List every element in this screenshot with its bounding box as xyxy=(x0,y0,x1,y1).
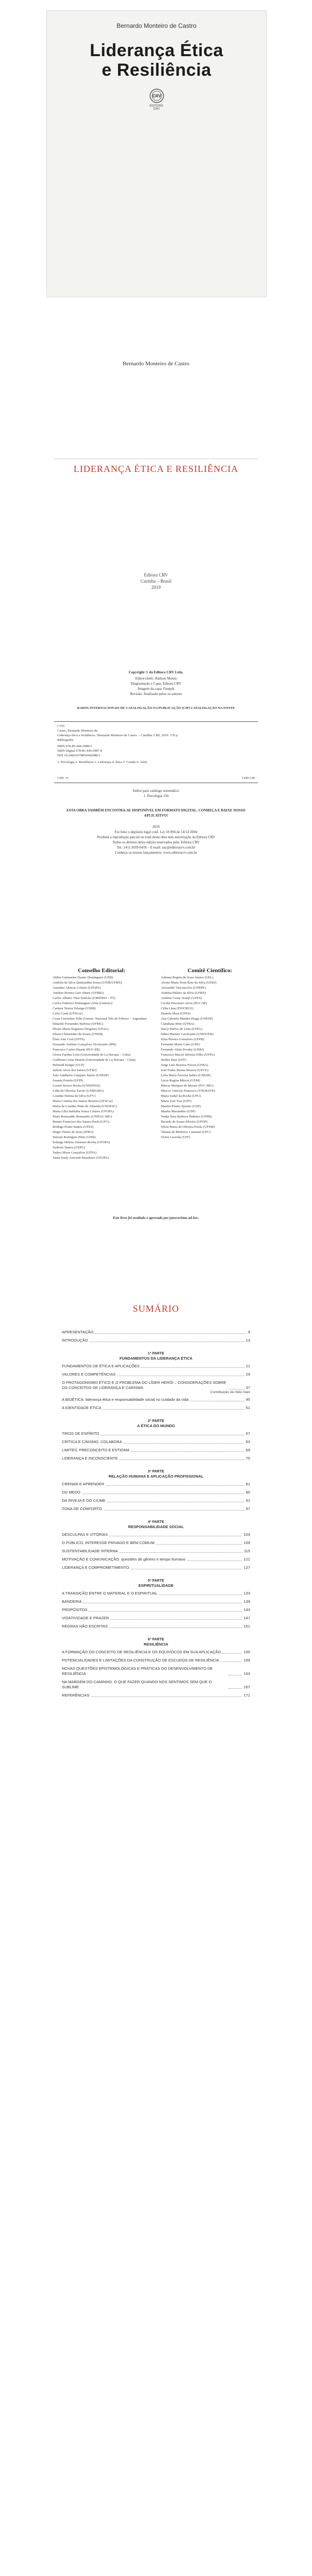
isbn-digital: ISBN Digital 978-85-444-2987-8 xyxy=(57,749,103,753)
toc-entry[interactable] xyxy=(62,1405,250,1411)
toc-entry-row xyxy=(62,1666,250,1676)
toc-entry-page: 151 xyxy=(243,1624,250,1629)
toc-entry-page: 115 xyxy=(244,1549,250,1553)
cover-title xyxy=(47,41,266,80)
toc-entry-row xyxy=(62,1490,250,1495)
toc-entry-page: 103 xyxy=(243,1532,250,1537)
half-title-page xyxy=(46,361,266,381)
council-member: Fernanda Maria Caíto (USP) xyxy=(161,1043,200,1046)
toc-leader-dots xyxy=(141,1367,244,1368)
toc-entry-page: 45 xyxy=(245,1397,250,1402)
cip-entry-author: Castro, Bernardo Monteiro de. xyxy=(57,729,98,733)
staff-line: Editor-chefe: Railson Moura xyxy=(135,676,177,681)
council-member: Renato Francisco dos Santos Paula (UFG) xyxy=(53,1120,109,1124)
toc-entry-row xyxy=(62,1439,250,1445)
toc-entry-page: 171 xyxy=(243,1693,250,1698)
cover-title-line-2: e Resiliência xyxy=(102,60,211,80)
council-member: Simone Rodrigues Pinto (UNB) xyxy=(53,1136,96,1139)
council-member: Sérgio Nunes de Jesus (IFRO) xyxy=(53,1130,93,1134)
toc-leader-dots xyxy=(124,1443,244,1444)
toc-entry[interactable] xyxy=(62,1364,250,1369)
council-member: Lourdes Helena da Silva (UFV) xyxy=(53,1094,96,1098)
title-page-publisher-block xyxy=(46,572,266,590)
toc-part-number: 1ª PARTE xyxy=(147,1352,165,1355)
toc-part xyxy=(62,1351,250,1361)
toc-part-number: 2ª PARTE xyxy=(147,1419,165,1423)
toc-entry-label: LIMITES, PRECONCEITO E ESTIGMA xyxy=(62,1448,130,1452)
council-member: Marcos Vinicius Francisco (UNOESTE) xyxy=(161,1089,216,1093)
council-member: Tatiana de Medeiros Canziani (UFC) xyxy=(161,1130,211,1134)
council-member: Marilia Pontes Sposito (USP) xyxy=(161,1105,201,1108)
council-member: Daniela Mara (UFES) xyxy=(161,1012,191,1015)
toc-part-number: 5ª PARTE xyxy=(147,1579,165,1583)
toc-part xyxy=(62,1579,250,1588)
publication-year: 2019 xyxy=(151,585,161,590)
toc-leader-dots xyxy=(104,1510,244,1511)
council-member: Josania Portela (UFPI) xyxy=(53,1079,84,1082)
toc-entry[interactable] xyxy=(62,1680,250,1690)
council-member: Helmuth Krüger (UCP) xyxy=(53,1063,85,1067)
toc-entry-label: DESCULPAS E VITÓRIAS xyxy=(62,1532,108,1537)
toc-entry-row xyxy=(62,1549,250,1554)
toc-entry-row xyxy=(62,1397,250,1402)
toc-entry-page: 121 xyxy=(243,1557,250,1562)
address-line: Conheça os nossos lançamentos: www.editoracrv.com.br xyxy=(114,851,198,855)
digital-notice: ESTA OBRA TAMBÉM ENCONTRA-SE DISPONÍVEL EM FORMATO DIGITAL. CONHEÇA E BAIXE NOSSO APLICATIVO! xyxy=(67,808,245,818)
toc-part-title: FUNDAMENTOS DA LIDERANÇA ÉTICA xyxy=(119,1356,193,1361)
staff-line: Diagramação e Capa: Editora CRV xyxy=(130,682,182,686)
toc-entry-label: LIDERANÇA E INCONSCIENTE xyxy=(62,1456,118,1461)
toc-entry-page: 51 xyxy=(245,1405,250,1410)
toc-entry-row xyxy=(62,1650,250,1655)
council-member: Sydione Santos (UEPG) xyxy=(53,1146,86,1149)
council-member: Helder Dias (UFF) xyxy=(161,1058,187,1062)
classification-codes xyxy=(57,776,255,781)
toc-entry-row xyxy=(62,1607,250,1613)
toc-entry[interactable] xyxy=(62,1498,250,1503)
toc-entry-label: PROPÓSITOS xyxy=(62,1607,88,1612)
editorial-council-column xyxy=(53,969,151,1161)
half-title-author: Bernardo Monteiro de Castro xyxy=(122,361,190,367)
toc-entry-page: 97 xyxy=(245,1506,250,1511)
toc-entry-label: SUSTENTABILIDADE INTERNA xyxy=(62,1549,118,1553)
toc-part xyxy=(62,1419,250,1428)
scientific-committee-list xyxy=(161,975,259,1140)
address-line: Todos os direitos desta edição reservados pela: Editora CRV xyxy=(112,840,200,844)
toc-entry-label: TIROS DE ESPÍRITO xyxy=(62,1431,100,1436)
council-member: Maria Isabel da Rocha (UFU) xyxy=(161,1094,201,1098)
toc-entry[interactable] xyxy=(62,1380,250,1394)
copyright-staff xyxy=(46,676,266,697)
council-member: Solange Helena Ximenes-Rocha (UFOPA) xyxy=(53,1141,110,1144)
toc-part xyxy=(62,1469,250,1479)
council-member: Celso Conti (UFSCar) xyxy=(53,1012,83,1015)
cip-record xyxy=(54,721,258,783)
toc-entry-row xyxy=(62,1616,250,1621)
toc-entry-label: BANDEIRA xyxy=(62,1599,82,1604)
toc-entry-label: O PROTAGONISMO ÉTICO E O PROBLEMA DO LÍDER HERÓI – CONSIDERAÇÕES SOBRE OS CONCEITOS DE LIDERANÇA E CARISMA xyxy=(62,1380,226,1390)
council-member: Claudiana Brito (UFBA) xyxy=(161,1022,194,1026)
council-member: Tania Suely Azevedo Brasileiro (UFOPA) xyxy=(53,1156,109,1160)
council-member: Leonel Severo Rocha (UNISINOS) xyxy=(53,1084,101,1088)
toc-leader-dots xyxy=(103,1409,244,1410)
toc-entry[interactable] xyxy=(62,1456,250,1461)
toc-entry-page: 75 xyxy=(245,1456,250,1461)
toc-entry-page: 147 xyxy=(243,1616,250,1620)
toc-entry[interactable] xyxy=(62,1607,250,1613)
toc-entry-label: REFERÊNCIAS xyxy=(62,1693,90,1698)
council-member: Andréia Hilário da Silva (UFRN) xyxy=(161,991,206,995)
council-member: Cesar Gerónimo Tello (Univer. Nacional Três de Febrero – Argentina) xyxy=(53,1017,147,1021)
toc-leader-dots xyxy=(110,1619,242,1620)
council-member: Maria Lília Imbiriba Sousa Colares (UFOPA) xyxy=(53,1110,114,1113)
council-member: Rodrigo Pratte-Santos (UFES) xyxy=(53,1125,94,1129)
council-member: Cecília Pescatore Alves (PUC-SP) xyxy=(161,1002,207,1005)
staff-line: Imagem da capa: Freepik xyxy=(138,687,174,691)
toc-entry[interactable] xyxy=(62,1616,250,1621)
council-member: Dacyr Barros de Lima (UFPA) xyxy=(161,1027,202,1031)
council-member: Eduardo Fernandes Barbosa (UFMG) xyxy=(53,1022,104,1026)
publisher-city: Curitiba – Brasil xyxy=(140,579,172,584)
toc-entry-label: CRÍTICA E CINISMO, COLABORA xyxy=(62,1439,122,1444)
toc-leader-dots xyxy=(120,1552,242,1553)
toc-entry[interactable] xyxy=(62,1549,250,1554)
toc-entry-page: 139 xyxy=(243,1599,250,1604)
toc-entry-page: 63 xyxy=(245,1439,250,1444)
council-member: Alcina Maria Testa Braz da Silva (UERJ) xyxy=(161,981,217,985)
toc-part-number: 4ª PARTE xyxy=(147,1520,165,1524)
council-member: José Eudes Baima Bezerra (UECE) xyxy=(161,1069,209,1072)
toc-entry-row xyxy=(62,1599,250,1604)
toc-entry-row xyxy=(62,1448,250,1453)
toc-entry-row xyxy=(62,1693,250,1698)
council-member: Carlos Federico Dominguez Avila (Unieuro) xyxy=(53,1002,112,1005)
peer-review-note: Este livro foi avaliado e aprovado por pareceristas ad hoc. xyxy=(112,1216,200,1220)
isbn-print: ISBN 978-85-444-2988-5 xyxy=(57,744,92,748)
toc-entry-row xyxy=(62,1372,250,1377)
toc-entry[interactable] xyxy=(62,1557,250,1562)
publisher-logo xyxy=(146,88,167,111)
toc-entry-row xyxy=(62,1591,250,1596)
council-member: Gloria Fariñas León (Universidade de La Havana – Cuba) xyxy=(53,1053,130,1057)
toc-entry-row xyxy=(62,1431,250,1436)
toc-entry-row xyxy=(62,1482,250,1487)
cip-entry-title: Liderança ética e resiliência / Bernardo Monteiro de Castro. – Curitiba: CRV, 2019. 170 p. xyxy=(57,734,178,737)
title-page-title: LIDERANÇA ÉTICA E RESILIÊNCIA xyxy=(73,464,239,474)
toc-entry[interactable] xyxy=(62,1666,250,1676)
toc-entry[interactable] xyxy=(62,1439,250,1445)
council-member: Elizeu Clementino de Souza (UNEB) xyxy=(53,1032,103,1036)
cdd-code: CDD 158 xyxy=(241,776,255,780)
toc-entry[interactable] xyxy=(62,1482,250,1487)
toc-entry[interactable] xyxy=(62,1448,250,1453)
toc-entry-label: CRENAR E APRENDER xyxy=(62,1482,105,1486)
copyright-page xyxy=(46,665,266,881)
toc-entry-row xyxy=(62,1506,250,1512)
toc-entry-label: NA MARGEM DO CAMINHO. O QUE FAZER QUANDO NOS SENTIMOS SEM QUE O SUBLIME xyxy=(62,1680,212,1689)
toc-entry[interactable] xyxy=(62,1506,250,1512)
publisher-address xyxy=(46,824,266,855)
toc-entry-row xyxy=(62,1680,250,1690)
toc-entry-label: VIDATIVIDADE E PRAZER xyxy=(62,1616,109,1620)
toc-entry-row xyxy=(62,1456,250,1461)
toc-entry-page: 133 xyxy=(243,1591,250,1596)
council-member: Elisa Pereira Gonsalves (UFPB) xyxy=(161,1038,204,1041)
toc-entry-page: 155 xyxy=(243,1650,250,1654)
toc-entry-page: 9 xyxy=(248,1330,250,1334)
council-member: Victor Lacerda (UFF) xyxy=(161,1136,190,1139)
council-member: Antônio Cezar Araújo (UFES) xyxy=(161,996,202,1000)
toc-entry[interactable] xyxy=(62,1693,250,1698)
scientific-committee-column xyxy=(161,969,259,1140)
toc-entry[interactable] xyxy=(62,1599,250,1604)
toc-entry-row xyxy=(62,1364,250,1369)
council-member: Nadja Nara Barbosa Pinheiro (UFPR) xyxy=(161,1115,212,1118)
toc-entry-page: 29 xyxy=(245,1372,250,1377)
cip-heading: DADOS INTERNACIONAIS DE CATALOGAÇÃO NA PUBLICAÇÃO (CIP) CATALOGAÇÃO NA FONTE xyxy=(77,706,235,710)
council-member: Francisco Carlos Duarte (PUC-PR) xyxy=(53,1048,100,1052)
toc-leader-dots xyxy=(156,1544,242,1545)
council-member: Carlos Alberto Vilar Estêvão (UMINHO – PT) xyxy=(53,996,116,1000)
doi: DOI 10.24824/978854442988.5 xyxy=(57,754,101,757)
cip-bibliography: Bibliografia xyxy=(57,738,74,742)
toc-part-title: A ÉTICA DO MUNDO xyxy=(137,1423,175,1428)
toc-entry-page: 167 xyxy=(243,1685,250,1689)
council-member: Fernando Antônio Gonçalves Alcoforado (IPB) xyxy=(53,1043,117,1046)
toc-part-number: 6ª PARTE xyxy=(147,1638,165,1641)
council-member: Adriana Regina de Jesus Santos (UEL) xyxy=(161,976,214,979)
council-member: Martha Marandino (USP) xyxy=(161,1110,195,1113)
toc-part xyxy=(62,1520,250,1529)
editorial-council-title: Conselho Editorial: xyxy=(78,968,125,974)
council-member: Maria José Tozi (UFF) xyxy=(161,1099,192,1103)
toc-entry[interactable] xyxy=(62,1330,250,1335)
toc-entry-label: LIDERANÇA E COMPROMETIMENTO xyxy=(62,1565,129,1570)
toc-entry-label: O PÚBLICO, INTERESSE PRIVADO E BEM COMUM xyxy=(62,1540,155,1545)
council-member: João Adalberto Campato Junior (UNESP) xyxy=(53,1074,109,1077)
address-line: Tel.: (41) 3039-6418 – E-mail: sac@editoracrv.com.br xyxy=(117,845,195,850)
council-member: Lúcia Regina Mércio (UEM) xyxy=(161,1079,200,1082)
toc-entry[interactable] xyxy=(62,1591,250,1596)
toc-part-title: RELAÇÃO HUMANA E APLICAÇÃO PROFISSIONAL xyxy=(108,1474,204,1479)
toc-entry[interactable] xyxy=(62,1658,250,1663)
toc-entry-label: FUNDAMENTOS DE ÉTICA E APLICAÇÕES xyxy=(62,1364,140,1368)
council-member: Elione Maria Nogueira Diogenes (UFAL) xyxy=(53,1027,109,1031)
cip-keywords: 1. Psicologia 2. Resiliência 3. Liderança 4. Ética 5. Gestão 6. Valor xyxy=(57,760,147,764)
council-member: Anselmo Alencar Colares (UFOPA) xyxy=(53,986,101,990)
book-cover xyxy=(46,10,267,297)
toc-entry-label: ZONA DE CONFORTO xyxy=(62,1506,102,1511)
council-member: Guillermo Arias Beatón (Universidade de La Havana – Cuba) xyxy=(53,1058,136,1062)
toc-entry-contributor: Contribuição de Hélio Nani xyxy=(210,1391,250,1394)
toc-part-title: RESPONSABILIDADE SOCIAL xyxy=(128,1524,184,1529)
cip-code: C355 xyxy=(57,724,65,728)
toc-entry[interactable] xyxy=(62,1624,250,1629)
council-member: Francisco Maciel Silveira Filho (UFPA) xyxy=(161,1053,215,1057)
cover-title-line-1: Liderança Ética xyxy=(90,41,223,60)
toc-part xyxy=(62,1637,250,1647)
toc-entry-page: 13 xyxy=(245,1338,250,1343)
editorial-council-page xyxy=(46,958,266,1236)
copyright-heading: Copyright © da Editora CRV Ltda. xyxy=(128,670,184,674)
toc-entry-label: NOVAS QUESTÕES EPISTEMOLÓGICAS E PRÁTICAS DO DESENVOLVIMENTO DE RESILIÊNCIA xyxy=(62,1666,213,1676)
council-member: Lídia de Oliveira Xavier (UNIEURO) xyxy=(53,1089,104,1093)
toc-entry-label: A FORMAÇÃO DO CONCEITO DE RESILIÊNCIA E OS EQUÍVOCOS EM SUA APLICAÇÃO xyxy=(62,1650,221,1654)
toc-entry-page: 127 xyxy=(243,1565,250,1570)
toc-entry-page: 159 xyxy=(243,1658,250,1663)
copyright-year: 2019 xyxy=(152,825,160,829)
toc-leader-dots xyxy=(131,1451,244,1452)
toc-entry[interactable] xyxy=(62,1532,250,1537)
toc-list xyxy=(62,1327,250,1698)
toc-entry-page: 37 xyxy=(245,1385,250,1390)
toc-leader-dots xyxy=(106,1485,244,1486)
council-member: Ricardo de Souza Silveira (UFOP) xyxy=(161,1120,208,1124)
council-member: Silvia Maria de Oliveira Pavão (UFSM) xyxy=(161,1125,215,1129)
toc-entry-page: 91 xyxy=(245,1498,250,1503)
toc-leader-dots xyxy=(222,1653,242,1654)
council-member: Alexandre Vasconcelos (UFRPE) xyxy=(161,986,206,990)
table-of-contents xyxy=(46,1288,266,2071)
council-member: Fernando Altair Pocahy (UERJ) xyxy=(161,1048,204,1052)
council-member: Márcia Marques de Morais (PUC-MG) xyxy=(161,1084,214,1088)
address-line: Proibida a reprodução parcial ou total desta obra sem autorização da Editora CRV xyxy=(96,835,216,839)
toc-entry-row xyxy=(62,1532,250,1537)
council-member: Élsio José Corá (UFFS) xyxy=(53,1038,85,1041)
catalog-index xyxy=(46,788,266,799)
toc-entry-label: A IDENTIDADE ÉTICA xyxy=(62,1405,102,1410)
toc-entry-label: A TRANSIÇÃO ENTRE O MATERIAL E O ESPIRITUAL xyxy=(62,1591,158,1596)
cover-author: Bernardo Monteiro de Castro xyxy=(117,22,196,29)
toc-entry-row xyxy=(62,1330,250,1335)
toc-entry[interactable] xyxy=(62,1540,250,1546)
publisher-name: Editora CRV xyxy=(144,572,168,578)
staff-line: Revisão: Analisado pelos os autores xyxy=(130,692,182,696)
toc-entry-label: DA INVEJA E DO CIÚME xyxy=(62,1498,106,1503)
toc-entry-page: 57 xyxy=(245,1431,250,1436)
toc-entry-label: MOTIVAÇÃO E COMUNICAÇÃO: questões de gênero e tempo humano xyxy=(62,1557,186,1562)
council-member: Paulo Romualdo Hernandes (UNIFAL-MG) xyxy=(53,1115,112,1118)
toc-leader-dots xyxy=(89,1611,242,1612)
toc-leader-dots xyxy=(228,1688,242,1689)
council-member: Maria de Lourdes Pinto de Almeida (UNOESC) xyxy=(53,1105,117,1108)
catalog-index-title: Índice para catálogo sistemático xyxy=(133,789,179,793)
toc-part-number: 3ª PARTE xyxy=(147,1470,165,1473)
cdu-code: CDU 15 xyxy=(57,776,69,780)
toc-entry[interactable] xyxy=(62,1490,250,1495)
address-line: Foi feito o depósito legal conf. Lei 10.994 de 14/12/2004 xyxy=(114,830,198,834)
publisher-logo-text: EDITORA CRV xyxy=(150,105,163,111)
toc-entry-label: DO MEDO xyxy=(62,1490,80,1495)
toc-entry-page: 163 xyxy=(243,1671,250,1676)
toc-entry[interactable] xyxy=(62,1431,250,1436)
toc-entry-label: APRESENTAÇÃO xyxy=(62,1330,94,1334)
toc-entry-row xyxy=(62,1624,250,1629)
svg-text:CRV: CRV xyxy=(152,94,161,98)
council-member: Ana Gabriela Mendes Braga (UNESP) xyxy=(161,1017,213,1021)
toc-entry-row xyxy=(62,1658,250,1663)
toc-entry-row xyxy=(62,1405,250,1411)
council-member: Jailson Alves dos Santos (UFRJ) xyxy=(53,1069,97,1072)
toc-entry-row xyxy=(62,1565,250,1570)
toc-entry-label: INTRODUÇÃO xyxy=(62,1338,88,1343)
council-member: Antônio Pereira Gaio Júnior (UFRRJ) xyxy=(53,991,104,995)
toc-entry-page: 69 xyxy=(245,1448,250,1452)
council-member: Maria Cristina dos Santos Bezerra (UFSCar) xyxy=(53,1099,113,1103)
title-page xyxy=(46,443,266,618)
council-member: Tadeu Oliver Gonçalves (UFPA) xyxy=(53,1151,97,1155)
toc-entry[interactable] xyxy=(62,1338,250,1343)
toc-entry-row xyxy=(62,1498,250,1503)
toc-entry-page: 109 xyxy=(243,1540,250,1545)
toc-entry-row xyxy=(62,1540,250,1546)
council-member: Carmen Tereza Velanga (UNIR) xyxy=(53,1007,96,1010)
toc-entry-page: 143 xyxy=(243,1607,250,1612)
toc-entry-row xyxy=(62,1380,250,1391)
toc-entry[interactable] xyxy=(62,1372,250,1377)
scientific-committee-title: Comitê Científico: xyxy=(187,968,233,974)
toc-entry[interactable] xyxy=(62,1650,250,1655)
toc-part-title: RESILIÊNCIA xyxy=(143,1642,169,1647)
toc-entry-label: POTENCIALIDADES E LIMITAÇÕES DA CONSTRUÇÃO DE ESCUDOS DE RESILIÊNCIA xyxy=(62,1658,219,1663)
toc-entry[interactable] xyxy=(62,1565,250,1570)
council-member: Leila Maria Ferreira Salles (UNESP) xyxy=(161,1074,211,1077)
toc-entry-page: 85 xyxy=(245,1490,250,1495)
catalog-index-entry: 1. Psicologia 150 xyxy=(143,794,169,798)
toc-entry-label: VALORES E COMPETÊNCIAS xyxy=(62,1372,116,1377)
toc-entry-page: 81 xyxy=(245,1482,250,1486)
toc-entry-row xyxy=(62,1338,250,1343)
council-member: Ednei Martins Cavalcante (UNINTER) xyxy=(161,1032,214,1036)
toc-part-title: ESPIRITUALIDADE xyxy=(138,1583,174,1588)
toc-entry-page: 21 xyxy=(245,1364,250,1368)
toc-entry[interactable] xyxy=(62,1397,250,1402)
council-member: Jorge Luiz Bezerra Nóvoa (UFBA) xyxy=(161,1063,208,1067)
toc-title: SUMÁRIO xyxy=(133,1303,179,1314)
council-member: Aldira Guimarães Duarte Domínguez (UNB) xyxy=(53,976,113,979)
toc-entry-row xyxy=(62,1557,250,1562)
toc-entry-label: REGRAS NÃO ESCRITAS xyxy=(62,1624,108,1629)
council-member: Célia Lima (FIOCRUZ) xyxy=(161,1007,193,1010)
editorial-council-list xyxy=(53,975,151,1160)
toc-leader-dots xyxy=(95,1333,247,1334)
council-member: Andréia da Silva Quintanilha Sousa (UNIR/UFRN) xyxy=(53,981,122,985)
crv-logo-icon xyxy=(149,88,165,104)
toc-entry-label: A BIOÉTICA: liderança ética e responsabilidade social no cuidado da vida xyxy=(62,1397,189,1402)
